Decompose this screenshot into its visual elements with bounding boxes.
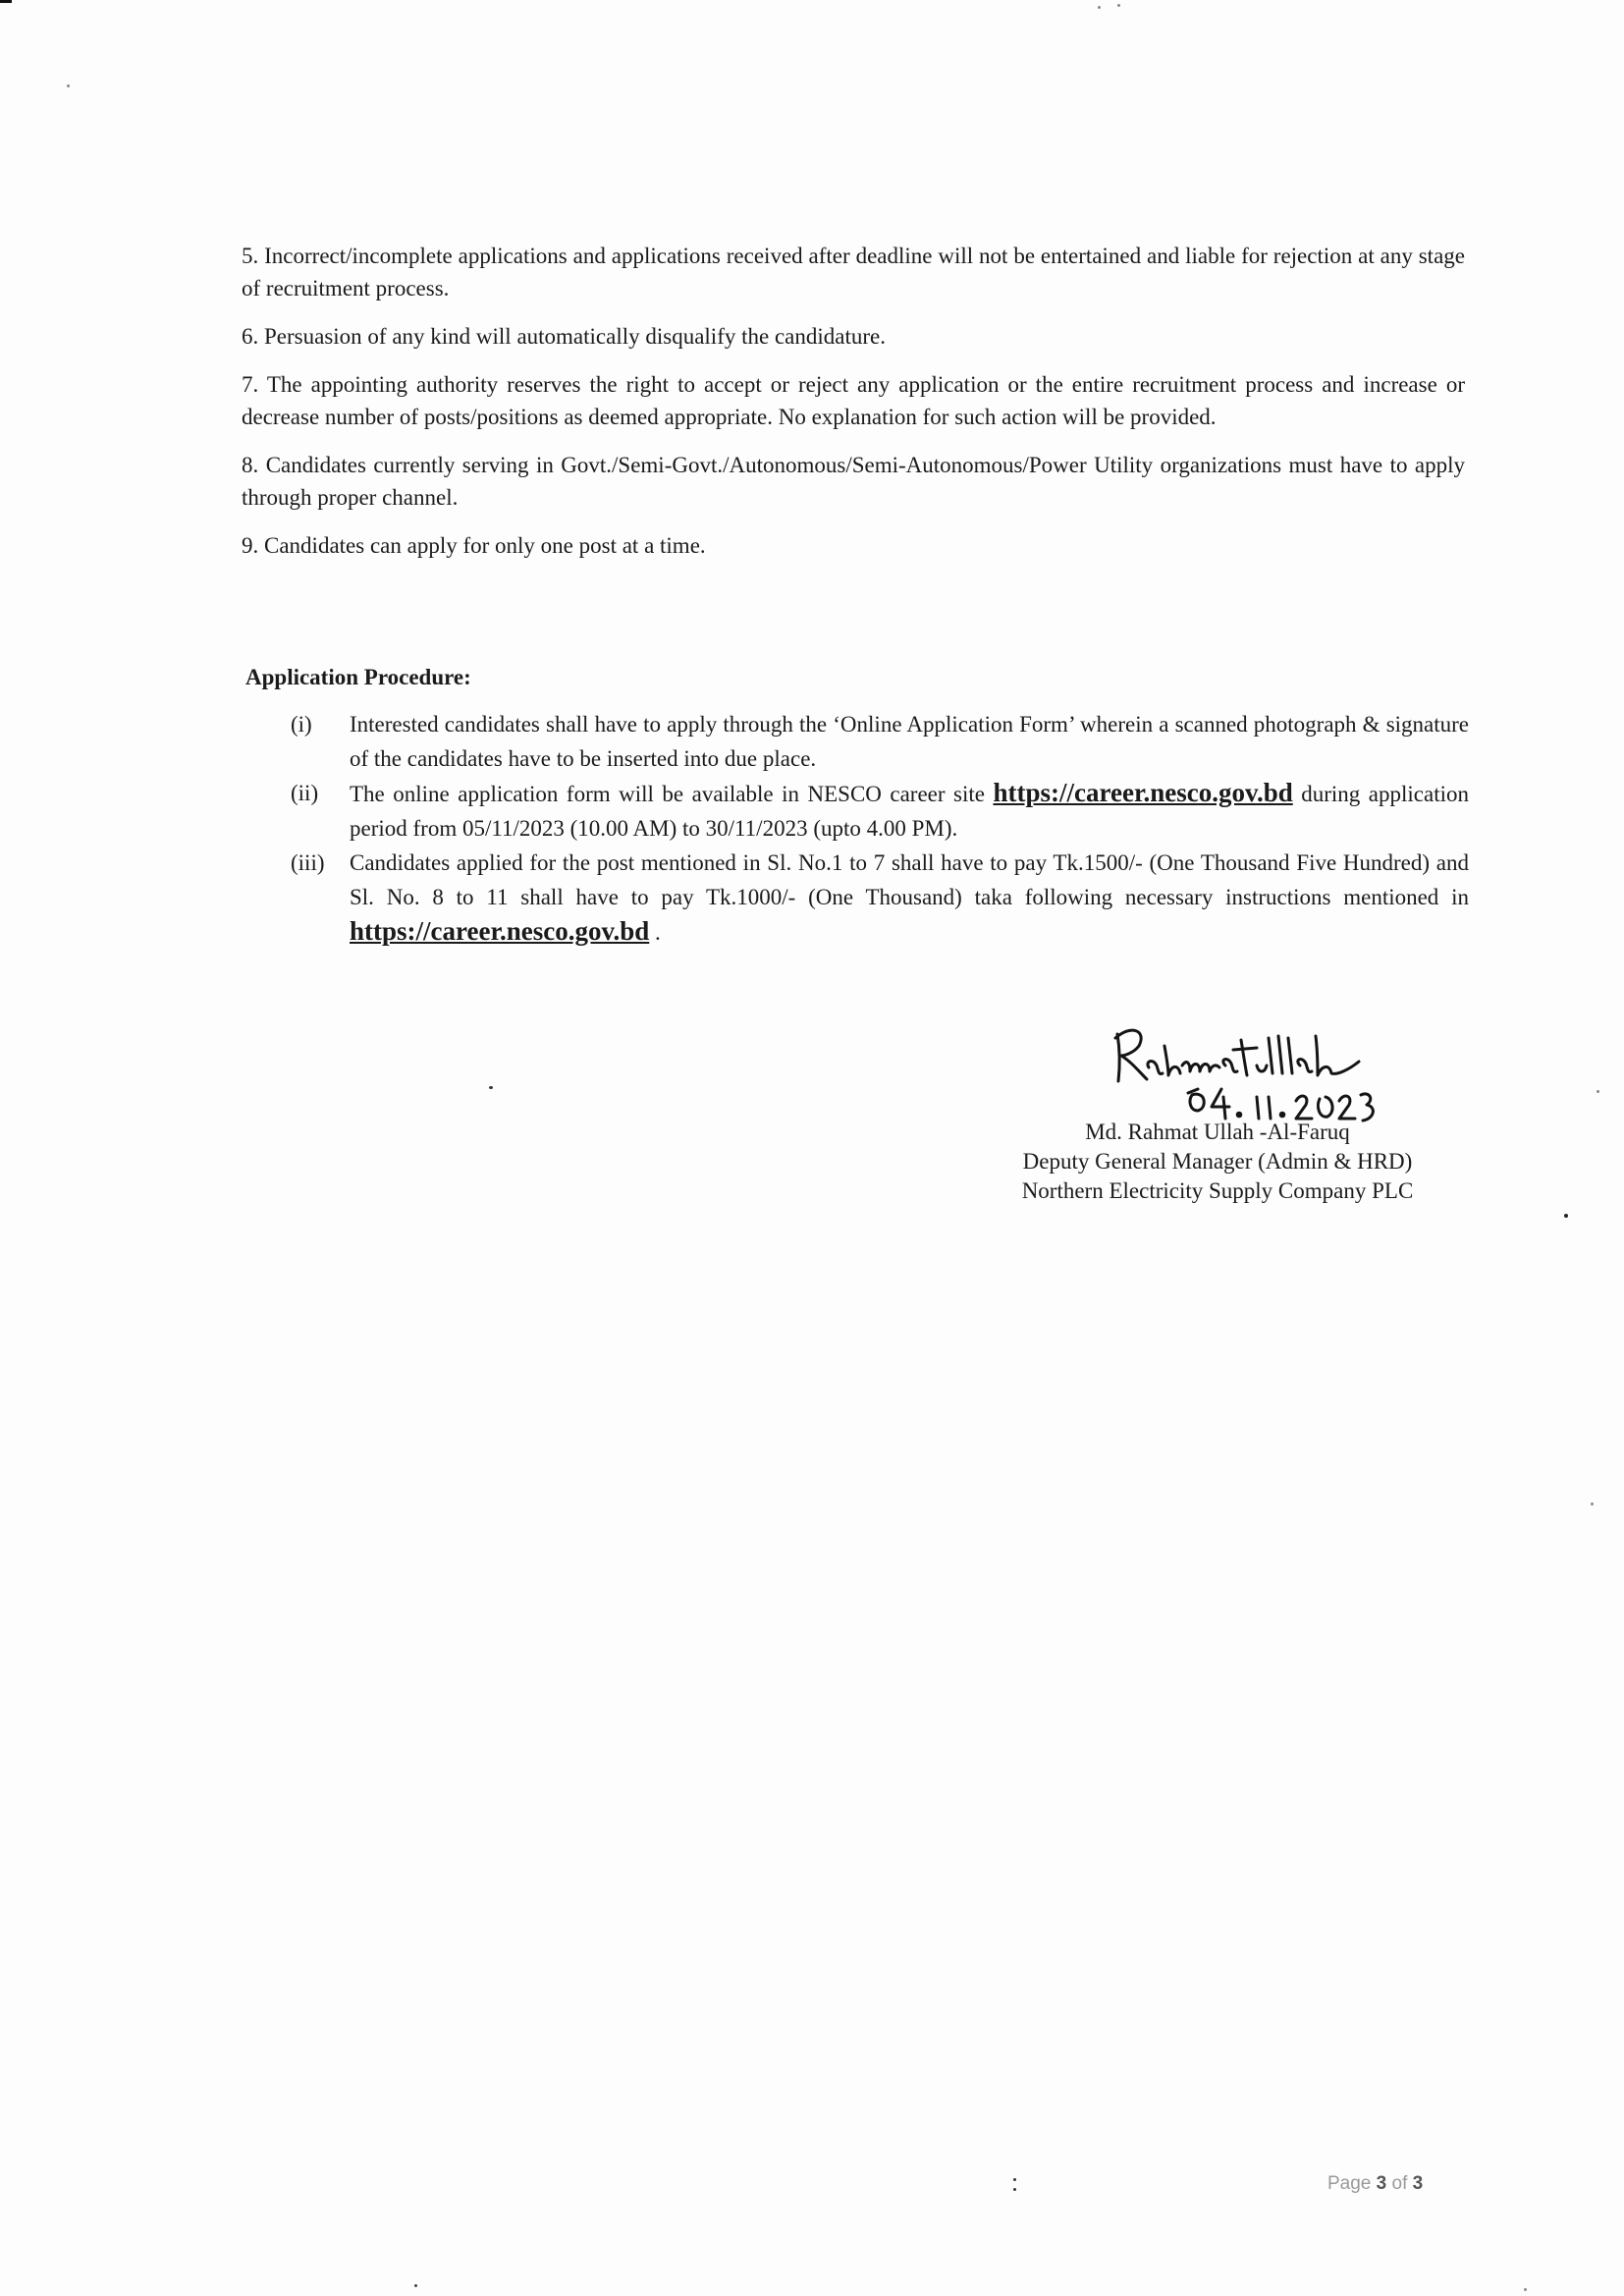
page-number-middle: of (1386, 2173, 1413, 2194)
application-procedure-list (291, 707, 1469, 950)
application-procedure-heading: Application Procedure: (245, 665, 471, 689)
signatory-designation: Deputy General Manager (Admin & HRD) (1022, 1149, 1413, 1174)
handwritten-signature (1110, 1016, 1394, 1129)
procedure-item-text: . (649, 920, 661, 945)
signatory-organization: Northern Electricity Supply Company PLC (1021, 1178, 1414, 1203)
scan-speck (1524, 2288, 1527, 2291)
career-site-link[interactable]: https://career.nesco.gov.bd (350, 916, 650, 946)
procedure-item-text: during application period from 05/11/2023 (10.00 AM) to 30/11/2023 (upto 4.00 PM). (350, 782, 1469, 841)
scan-speck (1117, 4, 1120, 7)
page-number-current: 3 (1376, 2173, 1387, 2194)
procedure-item (291, 707, 1469, 776)
career-site-link[interactable]: https://career.nesco.gov.bd (993, 778, 1293, 807)
condition-item: 6. Persuasion of any kind will automatically disqualify the candidature. (242, 324, 886, 349)
procedure-item-number: (ii) (291, 781, 319, 805)
procedure-item-number: (iii) (291, 850, 325, 875)
scan-speck (1098, 6, 1101, 9)
procedure-item-number: (i) (291, 712, 312, 737)
condition-item: 5. Incorrect/incomplete applications and applications received after deadline will not be entertained and liable for rejection at any stage of recruitment process. (242, 244, 1465, 301)
scan-speck (1591, 1503, 1594, 1505)
condition-item: 9. Candidates can apply for only one post at a time. (242, 533, 706, 558)
procedure-item (291, 846, 1469, 950)
scan-speck (1564, 1214, 1568, 1218)
scan-speck (1597, 1090, 1599, 1093)
condition-item: 8. Candidates currently serving in Govt./Semi-Govt./Autonomous/Semi-Autonomous/Power Utility organizations must have to apply through proper channel. (242, 453, 1465, 510)
scan-speck (414, 2284, 417, 2287)
procedure-item-text: Candidates applied for the post mentioned in Sl. No.1 to 7 shall have to pay Tk.1500/- (One Thousand Five Hundred) and Sl. No. 8 to 11 shall have to pay Tk.1000/- (One Thousand) taka following necessary instructions mentioned in (350, 850, 1469, 909)
page-number-prefix: Page (1327, 2173, 1377, 2194)
conditions-list (242, 240, 1465, 577)
condition-item: 7. The appointing authority reserves the right to accept or reject any application or the entire recruitment process and increase or decrease number of posts/positions as deemed appropriate. No explanation for such action will be provided. (242, 372, 1465, 429)
signatory-name: Md. Rahmat Ullah -Al-Faruq (1085, 1120, 1350, 1144)
scan-speck (67, 84, 70, 87)
scan-speck (1013, 2178, 1016, 2181)
page-number (1327, 2173, 1423, 2195)
page-number-total: 3 (1412, 2173, 1424, 2194)
scan-corner-mark (0, 0, 12, 3)
procedure-item-text: Interested candidates shall have to apply through the ‘Online Application Form’ wherein a scanned photograph & signature of the candidates have to be inserted into due place. (350, 712, 1469, 771)
procedure-item-text: The online application form will be available in NESCO career site (350, 782, 994, 806)
scan-speck (489, 1086, 493, 1089)
procedure-item (291, 776, 1469, 846)
scan-speck (1013, 2188, 1016, 2191)
signatory-block (982, 1118, 1453, 1206)
